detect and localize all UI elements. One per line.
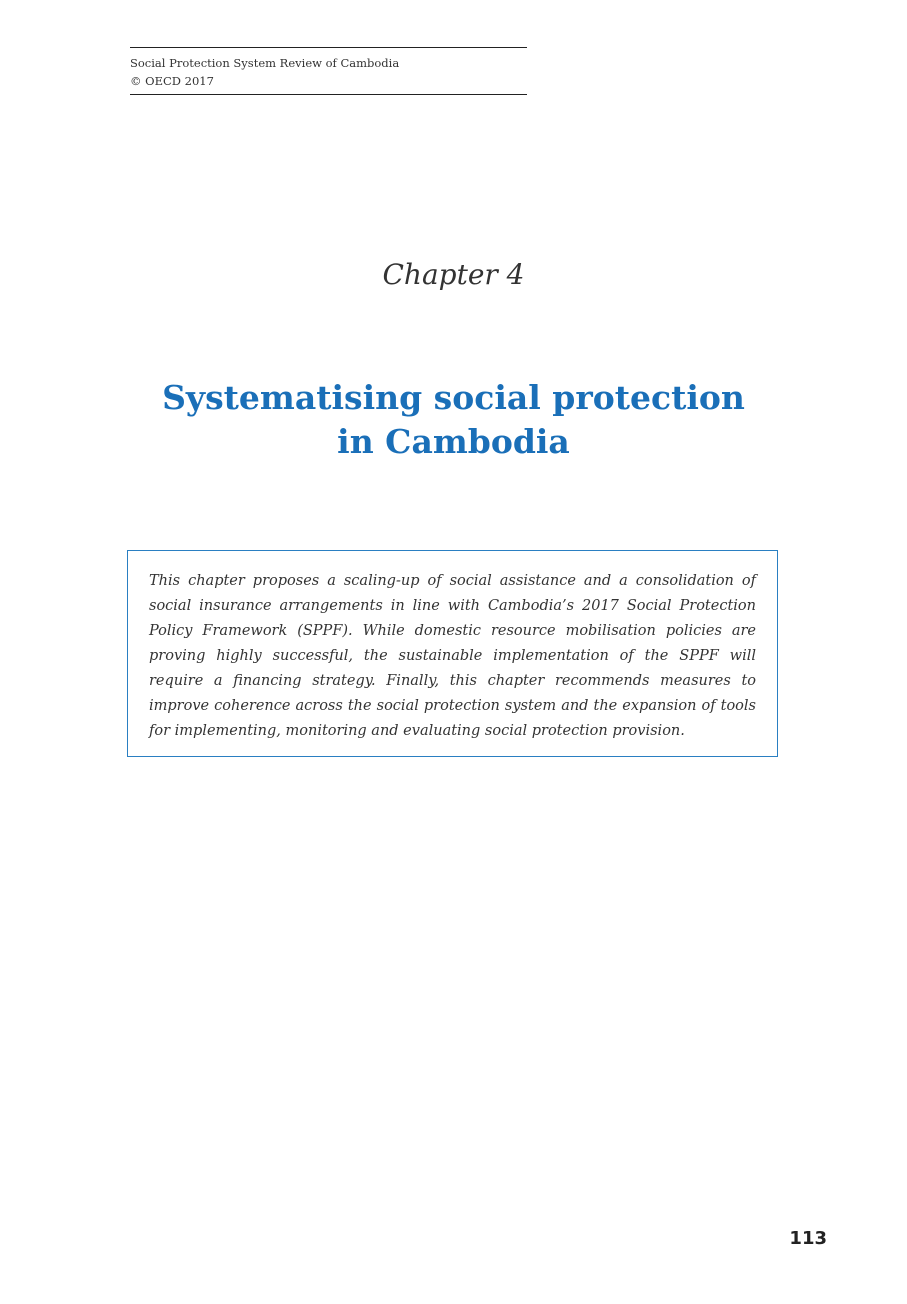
chapter-abstract-text: This chapter proposes a scaling-up of social assistance and a consolidation of social insurance arrangements in line with Cambodia’s 2017 Social Protection Policy Framework (SPPF). While domestic resource mobilisation policies are proving highly successful, the sustainable implementation of the SPPF will require a financing strategy. Finally, this chapter recommends measures to improve coherence across the social protection system and the expansion of tools for implementing, monitoring and evaluating social protection provision.: [149, 573, 756, 739]
page-number: 113: [789, 1228, 827, 1249]
publication-title: Social Protection System Review of Cambodia: [130, 56, 400, 70]
chapter-title-line-2: in Cambodia: [337, 422, 570, 461]
chapter-title: [0, 376, 907, 464]
chapter-label: Chapter 4: [382, 258, 525, 291]
running-header: [130, 47, 527, 95]
chapter-abstract-box: [127, 550, 778, 757]
chapter-title-line-1: Systematising social protection: [162, 378, 745, 417]
copyright-notice: © OECD 2017: [130, 74, 214, 88]
